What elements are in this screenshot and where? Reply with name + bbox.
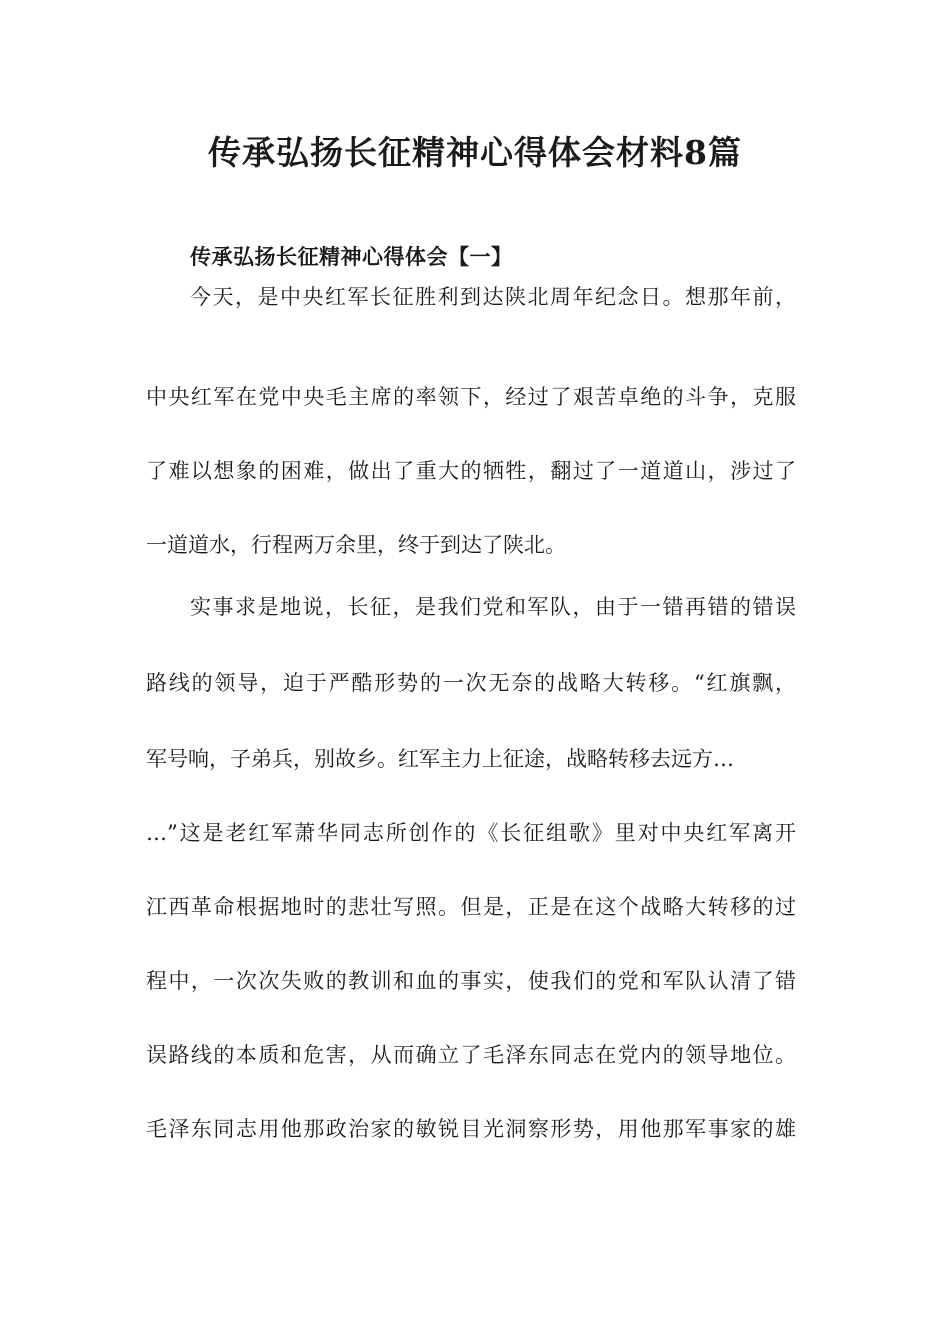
paragraph-line: 中央红军在党中央毛主席的率领下，经过了艰苦卓绝的斗争，克服 <box>146 385 796 409</box>
paragraph-line: 误路线的本质和危害，从而确立了毛泽东同志在党内的领导地位。 <box>146 1043 796 1067</box>
document-title: 传承弘扬长征精神心得体会材料8篇 <box>208 133 742 172</box>
paragraph-line: 了难以想象的困难，做出了重大的牺牲，翻过了一道道山，涉过了 <box>146 459 796 483</box>
paragraph-line: 实事求是地说，长征，是我们党和军队，由于一错再错的错误 <box>190 595 796 619</box>
paragraph-line: 军号响，子弟兵，别故乡。红军主力上征途，战略转移去远方… <box>146 747 734 771</box>
paragraph-line: 程中，一次次失败的教训和血的事实，使我们的党和军队认清了错 <box>146 969 796 993</box>
paragraph-line: …”这是老红军萧华同志所创作的《长征组歌》里对中央红军离开 <box>146 821 796 845</box>
paragraph-line: 今天，是中央红军长征胜利到达陕北周年纪念日。想那年前， <box>190 285 796 309</box>
paragraph-line: 路线的领导，迫于严酷形势的一次无奈的战略大转移。“红旗飘， <box>146 671 796 695</box>
paragraph-line: 毛泽东同志用他那政治家的敏锐目光洞察形势，用他那军事家的雄 <box>146 1117 796 1141</box>
paragraph-line: 一道道水，行程两万余里，终于到达了陕北。 <box>146 533 566 557</box>
section-heading: 传承弘扬长征精神心得体会【一】 <box>190 244 513 269</box>
paragraph-line: 江西革命根据地时的悲壮写照。但是，正是在这个战略大转移的过 <box>146 895 796 919</box>
